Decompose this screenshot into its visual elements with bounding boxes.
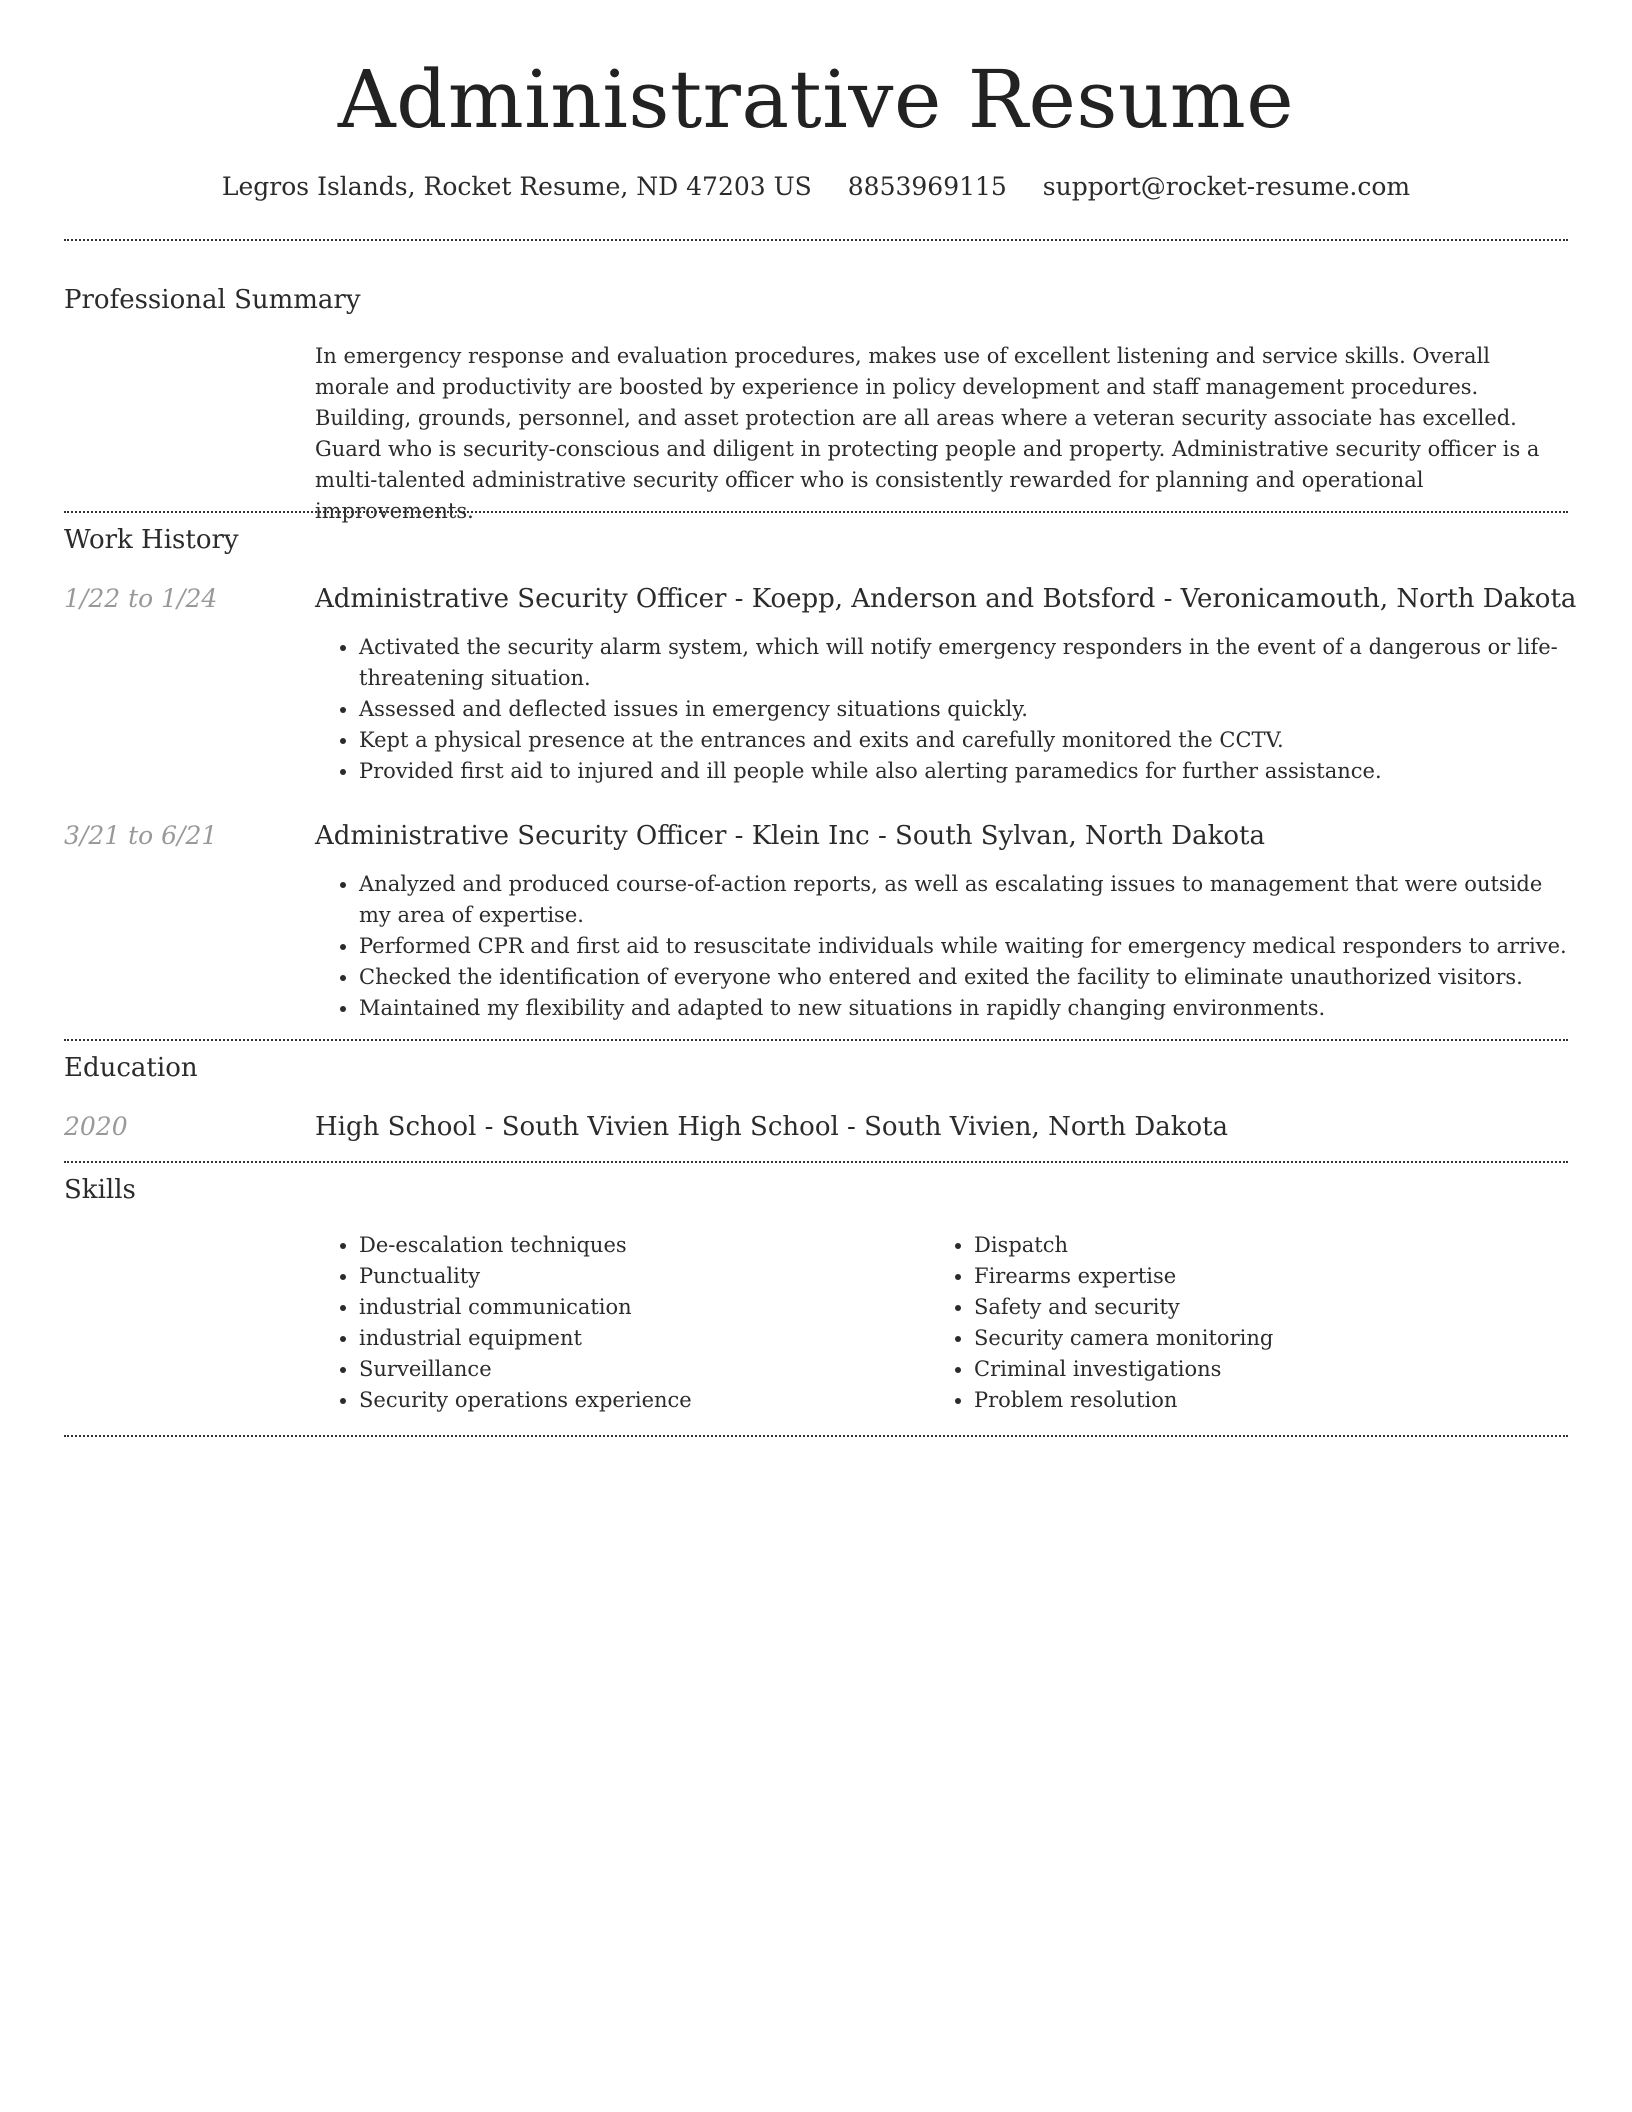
skill-item: • Security operations experience <box>359 1385 915 1416</box>
section-heading-education: Education <box>64 1053 198 1083</box>
skill-item: • Safety and security <box>974 1292 1530 1323</box>
education-title: High School - South Vivien High School - South Vivien, North Dakota <box>315 1112 1229 1142</box>
divider <box>64 239 1568 241</box>
summary-text: In emergency response and evaluation procedures, makes use of excellent listening and service skills. Overall morale and productivity are boosted by experience in policy development and staff management procedures. Building, grounds, personnel, and asset protection are all areas where a veteran security associate has excelled. Guard who is security-conscious and diligent in protecting people and property. Administrative security officer is a multi-talented administrative security officer who is consistently rewarded for planning and operational improvements. <box>315 344 1540 523</box>
job-dates: 3/21 to 6/21 <box>64 821 218 850</box>
skill-item: • De-escalation techniques <box>359 1230 915 1261</box>
divider <box>64 1039 1568 1041</box>
skill-item: • industrial equipment <box>359 1323 915 1354</box>
list-item: • Checked the identification of everyone who entered and exited the facility to eliminate unauthorized visitors. <box>359 962 1568 993</box>
list-item: • Assessed and deflected issues in emergency situations quickly. <box>359 694 1568 725</box>
job-dates: 1/22 to 1/24 <box>64 584 218 613</box>
skill-item: • Security camera monitoring <box>974 1323 1530 1354</box>
skill-item: • Firearms expertise <box>974 1261 1530 1292</box>
skill-item: • Surveillance <box>359 1354 915 1385</box>
divider <box>64 511 1568 513</box>
divider <box>64 1161 1568 1163</box>
skill-item: • Criminal investigations <box>974 1354 1530 1385</box>
job-title: Administrative Security Officer - Koepp, Anderson and Botsford - Veronicamouth, North Dakota <box>315 584 1577 614</box>
list-item: • Kept a physical presence at the entrances and exits and carefully monitored the CCTV. <box>359 725 1568 756</box>
education-year: 2020 <box>64 1112 128 1141</box>
skill-item: • Dispatch <box>974 1230 1530 1261</box>
list-item: • Performed CPR and first aid to resuscitate individuals while waiting for emergency medical responders to arrive. <box>359 931 1568 962</box>
list-item: • Analyzed and produced course-of-action reports, as well as escalating issues to management that were outside my area of expertise. <box>359 869 1568 931</box>
skill-item: • industrial communication <box>359 1292 915 1323</box>
skill-item: • Problem resolution <box>974 1385 1530 1416</box>
job-bullets <box>315 632 1568 787</box>
skills-list-right <box>930 1230 1530 1416</box>
contact-address: Legros Islands, Rocket Resume, ND 47203 US <box>221 172 812 201</box>
list-item: • Activated the security alarm system, which will notify emergency responders in the event of a dangerous or life-threatening situation. <box>359 632 1568 694</box>
list-item: • Provided first aid to injured and ill people while also alerting paramedics for further assistance. <box>359 756 1568 787</box>
resume-title: Administrative Resume <box>337 53 1295 146</box>
section-heading-summary: Professional Summary <box>64 285 361 315</box>
contact-email[interactable]: support@rocket-resume.com <box>1042 172 1411 201</box>
skills-list-left <box>315 1230 915 1416</box>
contact-line <box>64 170 1568 204</box>
job-bullets <box>315 869 1568 1024</box>
section-heading-work-history: Work History <box>64 525 239 555</box>
job-title: Administrative Security Officer - Klein Inc - South Sylvan, North Dakota <box>315 821 1266 851</box>
section-heading-skills: Skills <box>64 1175 136 1205</box>
contact-phone: 8853969115 <box>847 172 1007 201</box>
divider <box>64 1435 1568 1437</box>
skill-item: • Punctuality <box>359 1261 915 1292</box>
list-item: • Maintained my flexibility and adapted to new situations in rapidly changing environments. <box>359 993 1568 1024</box>
